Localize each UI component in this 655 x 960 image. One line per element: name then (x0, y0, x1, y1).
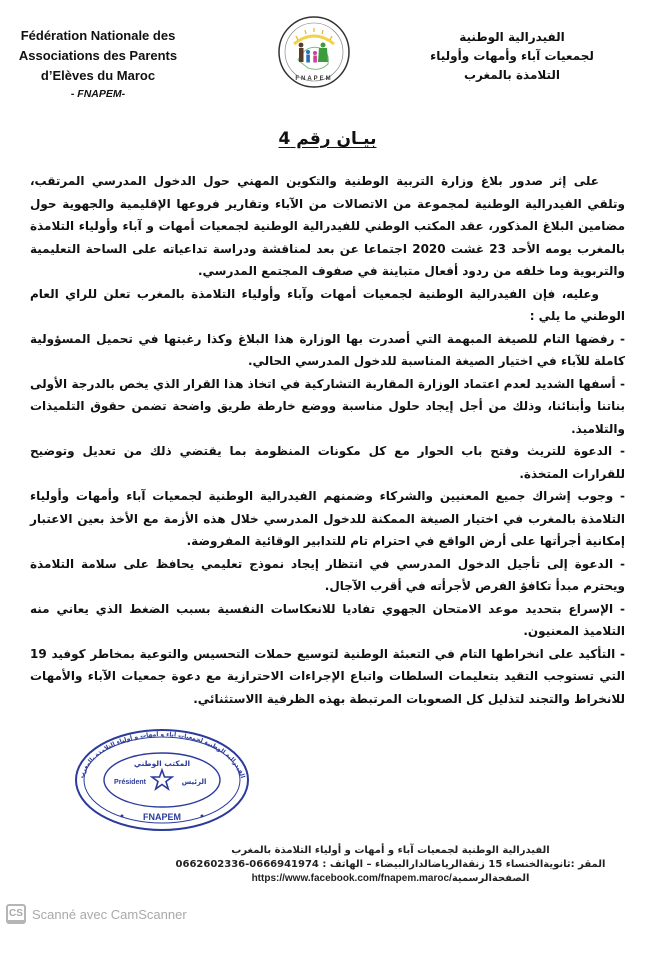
header-arabic-line-2: لجمعيات آباء وأمهات وأولياء (430, 49, 594, 63)
point-item: - الدعوة للتريث وفتح باب الحوار مع كل مكونات المنظومة بما يقتضي ذلك من تعديل وتوضيح للقرارات المتخذة. (30, 444, 625, 481)
footer-contact (150, 844, 631, 886)
camscanner-watermark (6, 904, 655, 924)
point-item: - الدعوة إلى تأجيل الدخول المدرسي في انتظار إيجاد نموذج تعليمي يحافظ على سلامة التلامذة ويحترم مبدأ تكافؤ الفرص لأجرأته في أقرب الآجال. (30, 556, 625, 593)
stamp-center-fr: Président (114, 779, 146, 786)
star-icon (152, 770, 172, 789)
intro-paragraph: على إثر صدور بلاغ وزارة التربية الوطنية والتكوين المهني حول الدخول المدرسي المرتقب، وتلقي الفيدرالية الوطنية لمجموعة من الاتصالات من الآباء وتقارير فروعها الإقليمية والجهوية حول مضامين البلاغ المذكور، عقد المكتب الوطني للفيدرالية الوطنية لجمعيات أمهات و آباء وأولياء التلامذة بالمغرب يومه الأحد 23 غشت 2020 اجتماعا عن بعد لمناقشة ودراسة تداعياته على الساحة التعليمية والتربوية وما خلفه من ردود أفعال متباينة في صفوف المجتمع المدرسي. (30, 174, 625, 278)
stamp-center-ar-2: الرئيس (181, 778, 207, 786)
header-french-line-3: d’Elèves du Maroc (40, 68, 156, 83)
footer-line-1: الفيدرالية الوطنية لجمعيات آباء و أمهات و أولياء التلامذة بالمغرب (231, 845, 550, 856)
footer-line-2: المقر :ثانويةالخنساء 15 زنقةالرياضالدارالبيضاء – الهاتف : 0666941974-0662602336 (175, 859, 606, 870)
camscanner-icon: CS (6, 904, 26, 924)
stamp-bottom-text: FNAPEM (143, 812, 181, 822)
logo-text: FNAPEM (295, 76, 333, 82)
point-item: - وجوب إشراك جميع المعنيين والشركاء وضمنهم الفيدرالية الوطنية لجمعيات آباء وأمهات وأولياء التلامذة بالمغرب في اختيار الصيغة الممكنة للدخول المدرسي خلال هذه الأزمة مع الأخذ بعين الاعتبار إمكانية أجرأتها على أرض الواقع في احترام تام للتدابير الوقائية المفروضة. (30, 489, 625, 548)
stamp-ring-text: الفيدرالية الوطنية لجمعيات آباء و أمهات و أولياء التلامذة بالمغرب (78, 730, 246, 780)
footer-page-label: الصفحةالرسمية (451, 873, 530, 884)
point-item: - الإسراع بتحديد موعد الامتحان الجهوي تفاديا للانعكاسات النفسية بسبب الضغط الذي يعاني منه التلاميذ المعنيون. (30, 601, 625, 638)
point-item: - التأكيد على انخراطها التام في التعبئة الوطنية لتوسيع حملات التحسيس والتوعية بمخاطر كوفيد 19 التي تستوجب التقيد بتعليمات السلطات واتباع الإجراءات الاحترازية مع دعوة جمعيات الآباء والأمهات للانخراط والتجند لتذليل كل الصعوبات المرتبطة بهذه الظرفية االاستثنائي. (30, 646, 625, 706)
header-french-line-2: Associations des Parents (18, 48, 178, 63)
family-map-logo-icon (276, 14, 352, 94)
header-arabic-block (417, 28, 607, 85)
letterhead (0, 14, 655, 114)
header-french-block (14, 26, 182, 102)
official-stamp (72, 724, 252, 834)
header-french-line-1: Fédération Nationale des (20, 28, 176, 43)
point-item: - رفضها التام للصيغة المبهمة التي أصدرت بها الوزارة هذا البلاغ وكذا رغبتها في تحميل المسؤولية كاملة للآباء في اختيار الصيغة المناسبة للدخول المدرسي الحالي. (30, 331, 625, 368)
statement-title: بيـان رقم 4 (278, 129, 377, 149)
stamp-area (0, 724, 655, 834)
camscanner-label: Scanné avec CamScanner (32, 906, 187, 922)
facebook-link[interactable]: https://www.facebook.com/fnapem.maroc/ (251, 873, 452, 884)
stamp-center-ar-1: المكتب الوطني (133, 759, 191, 768)
footer-line-3 (150, 872, 631, 886)
statement-body (30, 170, 625, 710)
header-acronym: - FNAPEM- (70, 88, 126, 100)
point-item: - أسفها الشديد لعدم اعتماد الوزارة المقاربة التشاركية في اتخاذ هذا القرار الذي يخص بالدرجة الأولى بناتنا وأبنائنا، وذلك من أجل إيجاد حلول مناسبة ووضع خارطة طريق واضحة تضمن حقوق التلميذات والتلاميذ. (30, 376, 625, 436)
header-arabic-line-3: التلامذة بالمغرب (463, 68, 561, 82)
lead-paragraph: وعليه، فإن الفيدرالية الوطنية لجمعيات أمهات وآباء وأولياء التلامذة بالمغرب تعلن للراي العام الوطني ما يلي : (30, 286, 625, 323)
header-arabic-line-1: الفيدرالية الوطنية (459, 30, 565, 44)
